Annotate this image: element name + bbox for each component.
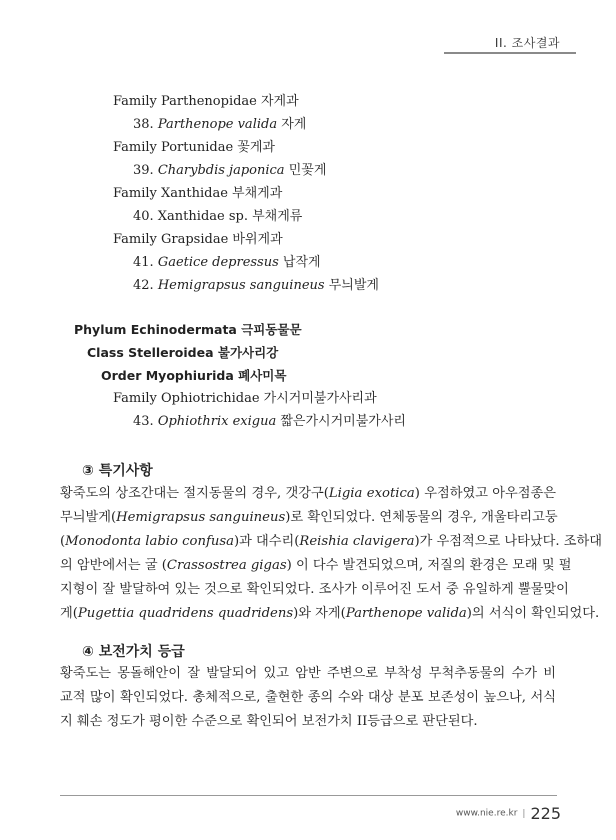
special-notes-heading: ③ 특기사항 xyxy=(82,463,153,479)
family-xanthidae: Family Xanthidae 부채게과 xyxy=(113,186,283,201)
species-number: 39. xyxy=(133,163,154,178)
species-41 xyxy=(133,255,321,271)
species-korean-name: 자게 xyxy=(281,117,307,132)
conservation-line-1: 황죽도는 몽돌해안이 잘 발달되어 있고 암반 주변으로 부착성 무척추동물의 수가 비 xyxy=(60,666,556,681)
special-notes-line-6: 게(Pugettia quadridens quadridens)와 자게(Parthenope valida)의 서식이 확인되었다. xyxy=(60,606,600,621)
conservation-grade-heading: ④ 보전가치 등급 xyxy=(82,644,185,660)
section-header: II. 조사결과 xyxy=(494,36,560,50)
special-notes-line-3: (Monodonta labio confusa)과 대수리(Reishia clavigera)가 우점적으로 나타났다. 조하대 xyxy=(60,534,602,549)
species-scientific-name: Gaetice depressus xyxy=(157,255,279,270)
conservation-line-2: 교적 많이 확인되었다. 총체적으로, 출현한 종의 수와 대상 분포 보존성이 높으나, 서식 xyxy=(60,690,556,705)
species-number: 38. xyxy=(133,117,154,132)
species-scientific-name: Hemigrapsus sanguineus xyxy=(157,278,325,293)
family-parthenopidae: Family Parthenopidae 자게과 xyxy=(113,94,299,109)
species-42 xyxy=(133,278,379,294)
order-heading: Order Myophiurida 폐사미목 xyxy=(101,368,287,383)
species-38 xyxy=(133,117,306,133)
footer-separator: | xyxy=(522,808,526,819)
special-notes-line-1: 황죽도의 상조간대는 절지동물의 경우, 갯강구(Ligia exotica) 우점하였고 아우점종은 xyxy=(60,486,557,501)
family-ophiotrichidae: Family Ophiotrichidae 가시거미불가사리과 xyxy=(113,391,377,406)
footer xyxy=(456,803,561,823)
species-scientific-name: Ophiothrix exigua xyxy=(157,414,277,429)
conservation-line-3: 지 훼손 정도가 평이한 수준으로 확인되어 보전가치 II등급으로 판단된다. xyxy=(60,714,478,729)
species-korean-name: 무늬발게 xyxy=(328,278,379,293)
footer-url: www.nie.re.kr xyxy=(455,808,518,819)
species-39 xyxy=(133,163,326,179)
species-korean-name: 짧은가시거미불가사리 xyxy=(280,414,406,429)
species-number: 41. xyxy=(133,255,154,270)
species-scientific-name: Parthenope valida xyxy=(157,117,278,132)
special-notes-line-5: 지형이 잘 발달하여 있는 것으로 확인되었다. 조사가 이루어진 도서 중 유일하게 뿔물맞이 xyxy=(60,582,569,597)
family-grapsidae: Family Grapsidae 바위게과 xyxy=(113,232,283,247)
phylum-heading: Phylum Echinodermata 극피동물문 xyxy=(74,322,302,337)
species-korean-name: 납작게 xyxy=(282,255,321,270)
species-43 xyxy=(133,414,406,430)
page-number: 225 xyxy=(530,804,561,823)
species-40: 40. Xanthidae sp. 부채게류 xyxy=(133,209,303,224)
species-scientific-name: Charybdis japonica xyxy=(157,163,285,178)
footer-rule xyxy=(60,795,557,796)
family-portunidae: Family Portunidae 꽃게과 xyxy=(113,140,275,155)
special-notes-line-2: 무늬발게(Hemigrapsus sanguineus)로 확인되었다. 연체동물의 경우, 개울타리고둥 xyxy=(60,510,558,525)
species-number: 42. xyxy=(133,278,154,293)
special-notes-line-4: 의 암반에서는 굴 (Crassostrea gigas) 이 다수 발견되었으며, 저질의 환경은 모래 및 펄 xyxy=(60,558,572,573)
species-korean-name: 민꽃게 xyxy=(288,163,327,178)
header-rule xyxy=(444,52,576,54)
species-number: 43. xyxy=(133,414,154,429)
class-heading: Class Stelleroidea 불가사리강 xyxy=(87,345,279,360)
